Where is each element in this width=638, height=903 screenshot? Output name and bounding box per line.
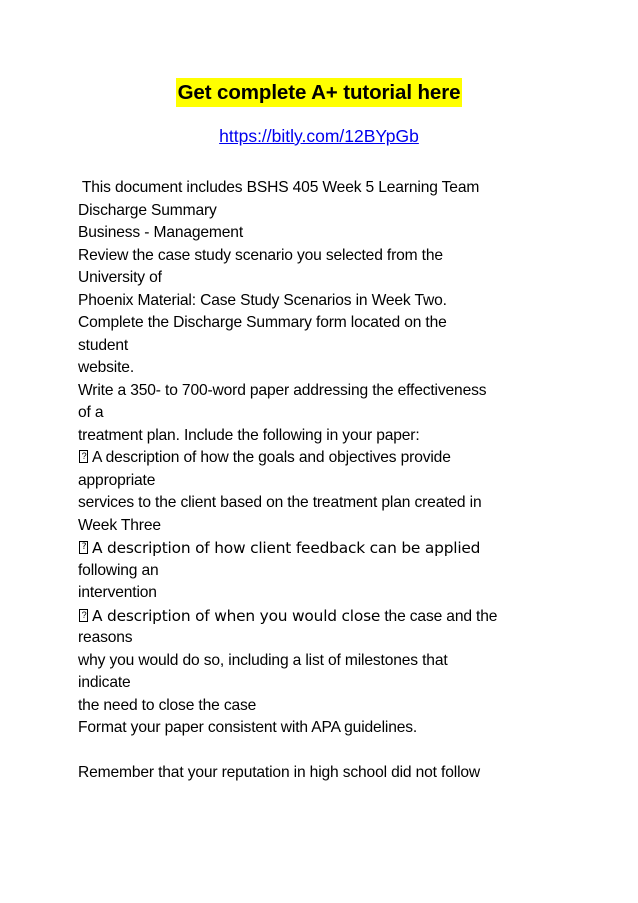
body-line: indicate: [78, 674, 131, 691]
body-line: This document includes BSHS 405 Week 5 Learning Team: [78, 179, 480, 196]
body-line: appropriate: [78, 471, 156, 489]
missing-glyph-bullet-icon: [79, 450, 88, 463]
title-container: [0, 78, 638, 107]
body-line: Complete the Discharge Summary form located on the: [78, 314, 447, 331]
bullet-item: [78, 537, 598, 560]
body-line: Discharge Summary: [78, 201, 217, 219]
body-line: Format your paper consistent with APA guidelines.: [78, 719, 418, 736]
body-line: student: [78, 336, 129, 354]
body-line: website.: [78, 359, 135, 376]
link-container: [0, 124, 638, 148]
body-line: following an: [78, 561, 159, 579]
bullet-item: [78, 605, 598, 628]
bullet-text: A description of when you would close: [92, 606, 381, 625]
body-line: University of: [78, 269, 162, 286]
body-line: Business - Management: [78, 224, 244, 241]
body-line: Remember that your reputation in high school did not follow: [78, 764, 481, 781]
body-line: intervention: [78, 584, 157, 601]
body-line: Review the case study scenario you selected from the: [78, 246, 443, 264]
body-line: Phoenix Material: Case Study Scenarios in Week Two.: [78, 291, 447, 309]
body-line: why you would do so, including a list of milestones that: [78, 651, 448, 669]
body-line: services to the client based on the treatment plan created in: [78, 494, 482, 511]
document-body: [78, 177, 598, 785]
body-line: Week Three: [78, 516, 161, 534]
body-line: the need to close the case: [78, 696, 257, 714]
blank-line: [78, 740, 598, 763]
bullet-text: A description of how client feedback can be applied: [92, 539, 481, 557]
body-line: reasons: [78, 629, 133, 646]
bullet-text: A description of how the goals and objectives provide: [92, 449, 451, 466]
body-line: treatment plan. Include the following in your paper:: [78, 426, 420, 444]
bullet-text-continuation: the case and the: [380, 607, 498, 625]
tutorial-link[interactable]: https://bitly.com/12BYpGb: [219, 126, 419, 146]
body-line: of a: [78, 404, 104, 421]
page-title: Get complete A+ tutorial here: [176, 78, 463, 107]
missing-glyph-bullet-icon: [79, 609, 88, 622]
bullet-item: [78, 447, 598, 470]
missing-glyph-bullet-icon: [79, 541, 88, 554]
body-line: Write a 350- to 700-word paper addressing the effectiveness: [78, 381, 487, 399]
